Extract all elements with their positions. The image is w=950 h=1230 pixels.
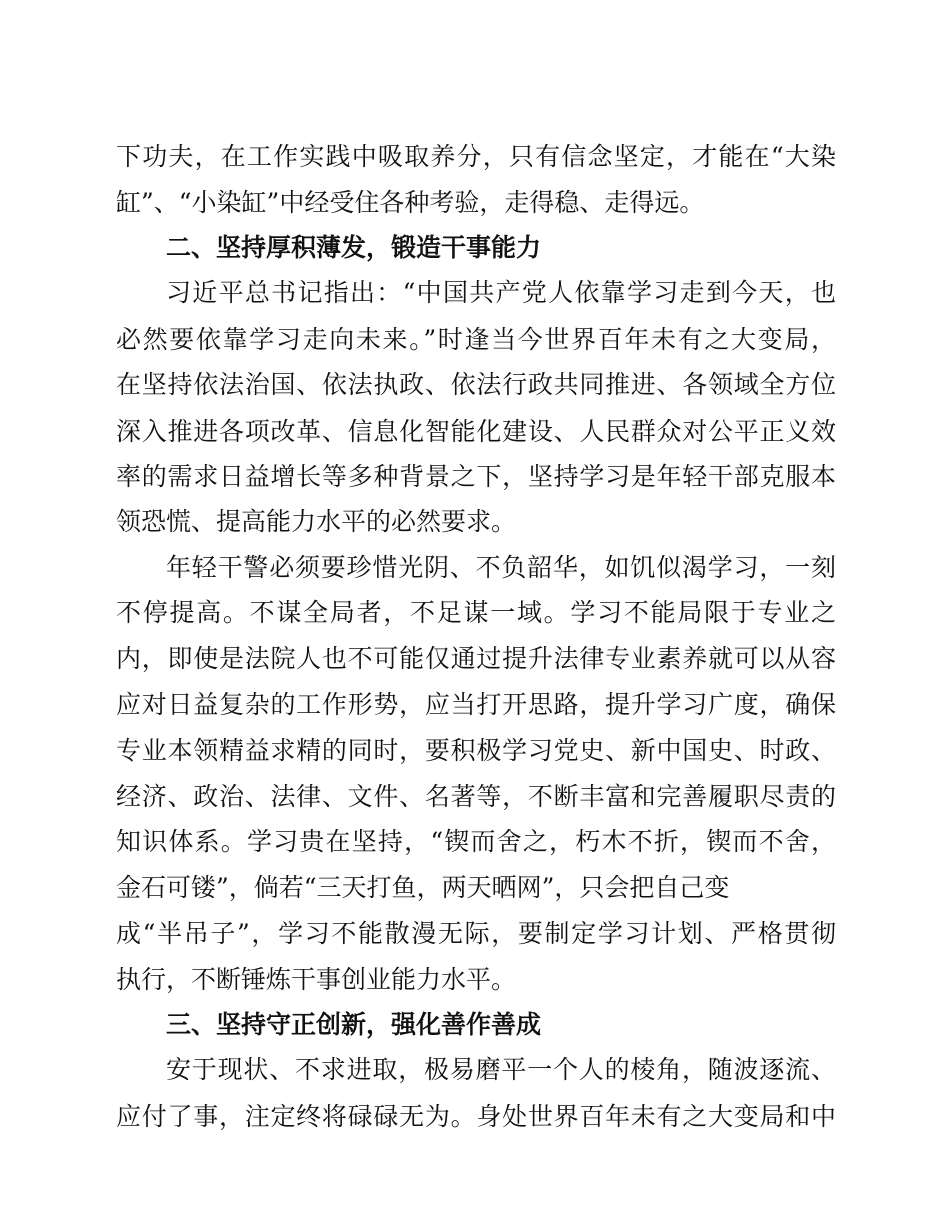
paragraph-line: 缸”、“小染缸”中经受住各种考验，走得稳、走得远。 (116, 188, 705, 217)
paragraph-line: 不停提高。不谋全局者，不足谋一域。学习不能局限于专业之 (116, 598, 836, 627)
paragraph-line: 习近平总书记指出：“中国共产党人依靠学习走到今天，也 (166, 278, 836, 307)
paragraph-line: 执行，不断锤炼干事创业能力水平。 (116, 965, 517, 994)
section-heading-2: 二、坚持厚积薄发，锻造干事能力 (166, 233, 542, 262)
paragraph-line: 领恐慌、提高能力水平的必然要求。 (116, 507, 517, 536)
paragraph-line: 应付了事，注定终将碌碌无为。身处世界百年未有之大变局和中 (116, 1102, 836, 1131)
paragraph-line: 安于现状、不求进取，极易磨平一个人的棱角，随波逐流、 (166, 1055, 836, 1084)
paragraph-line: 率的需求日益增长等多种背景之下，坚持学习是年轻干部克服本 (116, 462, 836, 491)
paragraph-line: 专业本领精益求精的同时，要积极学习党史、新中国史、时政、 (116, 736, 836, 765)
paragraph-line: 深入推进各项改革、信息化智能化建设、人民群众对公平正义效 (116, 417, 836, 446)
paragraph-line: 经济、政治、法律、文件、名著等，不断丰富和完善履职尽责的 (116, 782, 836, 811)
paragraph-line: 必然要依靠学习走向未来。”时逢当今世界百年未有之大变局， (116, 325, 836, 354)
paragraph-line: 金石可镂”，倘若“三天打鱼，两天晒网”，只会把自己变 (116, 873, 730, 902)
paragraph-line: 下功夫，在工作实践中吸取养分，只有信念坚定，才能在“大染 (116, 142, 836, 171)
section-heading-3: 三、坚持守正创新，强化善作善成 (166, 1010, 542, 1039)
paragraph-line: 在坚持依法治国、依法执政、依法行政共同推进、各领域全方位 (116, 370, 836, 399)
paragraph-line: 年轻干警必须要珍惜光阴、不负韶华，如饥似渴学习，一刻 (166, 553, 836, 582)
paragraph-line: 内，即使是法院人也不可能仅通过提升法律专业素养就可以从容 (116, 644, 836, 673)
paragraph-line: 成“半吊子”，学习不能散漫无际，要制定学习计划、严格贯彻 (116, 919, 836, 948)
paragraph-line: 知识体系。学习贵在坚持，“锲而舍之，朽木不折，锲而不舍， (116, 827, 836, 856)
paragraph-line: 应对日益复杂的工作形势，应当打开思路，提升学习广度，确保 (116, 690, 836, 719)
